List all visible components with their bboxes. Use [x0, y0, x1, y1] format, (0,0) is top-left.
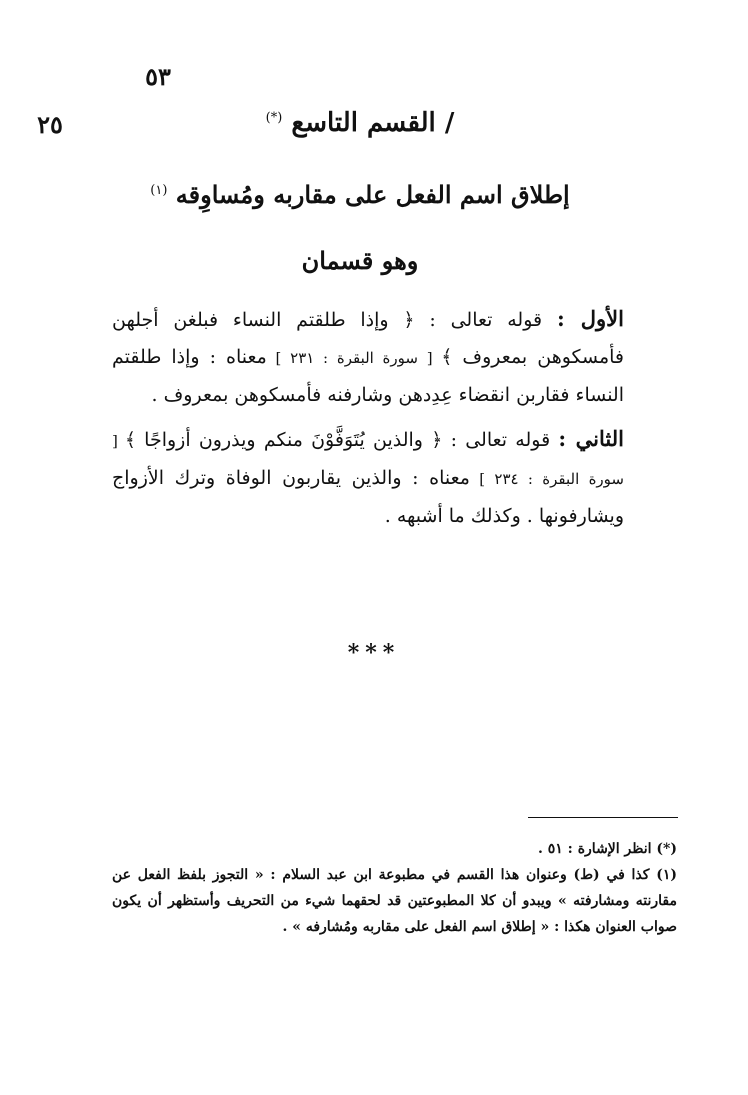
section-separator: *** — [347, 640, 401, 666]
footnote-item: (*) انظر الإشارة : ٥١ . — [538, 841, 677, 857]
paragraph-second — [112, 420, 624, 535]
verse-citation: [ سورة البقرة : ٢٣٤ ] — [112, 432, 624, 488]
quran-verse: قوله تعالى : ﴿ والذين يُتَوَفَّوْنَ منكم ويذرون أزواجًا ﴾ — [124, 429, 559, 451]
chapter-heading — [110, 180, 610, 209]
original-page-number: ٢٥ — [37, 110, 63, 139]
footnotes — [112, 836, 677, 940]
paragraph-lead: الأول : — [556, 306, 624, 331]
section-title — [200, 108, 520, 138]
footnote-divider — [528, 817, 678, 818]
subheading: وهو قسمان — [301, 246, 419, 275]
verse-citation: [ سورة البقرة : ٢٣١ ] — [266, 349, 442, 367]
quran-verse: قوله تعالى : ﴿ وإذا طلقتم النساء فبلغن أجلهن فأمسكوهن بمعروف ﴾ — [112, 309, 625, 368]
section-title-note: (*) — [265, 110, 283, 126]
paragraph-lead: الثاني : — [558, 426, 624, 451]
paragraph-explanation: معناه : والذين يقاربون الوفاة وترك الأزواج ويشارفونها . وكذلك ما أشبهه . — [112, 467, 624, 527]
footnote-item: (١) كذا في (ط) وعنوان هذا القسم في مطبوعة ابن عبد السلام : « التجوز بلفظ الفعل عن مقارنته ومشارفته » ويبدو أن كلا المطبوعتين قد لحقهما شيء من التحريف وأستظهر أن يكون صواب العنوان هكذا : « إطلاق اسم الفعل على مقاربه ومُشارفه » . — [112, 867, 677, 935]
chapter-heading-note: (١) — [150, 183, 168, 198]
paragraph-explanation: معناه : وإذا طلقتم النساء فقاربن انقضاء عِدِدهن وشارفنه فأمسكوهن بمعروف . — [112, 346, 624, 406]
paragraph-first — [112, 300, 624, 414]
section-title-text: / القسم التاسع — [291, 108, 455, 138]
chapter-heading-text: إطلاق اسم الفعل على مقاربه ومُساوِقه — [175, 180, 570, 209]
page-number: ٥٣ — [145, 62, 171, 91]
